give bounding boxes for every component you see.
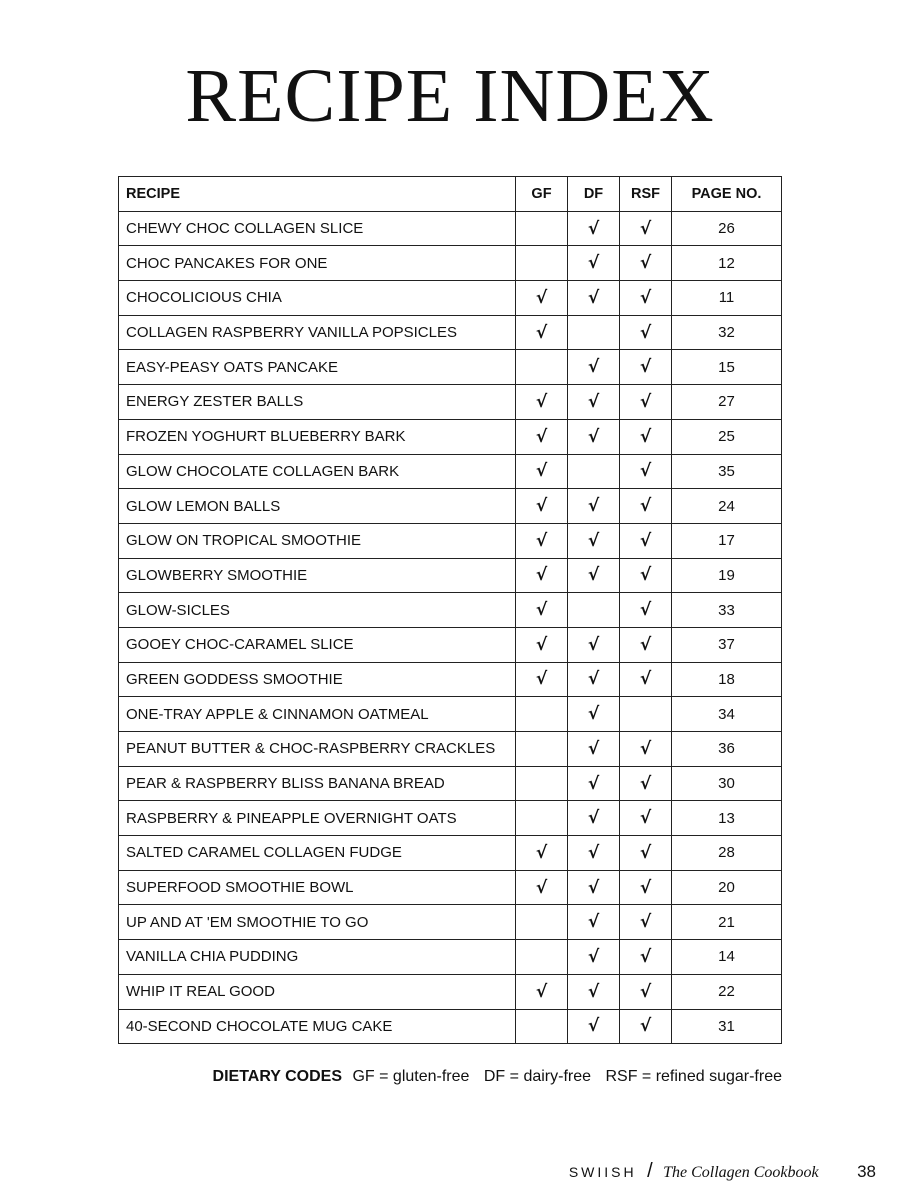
page-number-cell: 12 xyxy=(672,246,782,281)
table-row xyxy=(119,523,782,558)
df-mark: √ xyxy=(568,766,620,801)
df-mark: √ xyxy=(568,281,620,316)
recipe-name: GLOW CHOCOLATE COLLAGEN BARK xyxy=(119,454,516,489)
rsf-mark: √ xyxy=(620,801,672,836)
gf-mark: √ xyxy=(516,489,568,524)
recipe-name: PEANUT BUTTER & CHOC-RASPBERRY CRACKLES xyxy=(119,732,516,767)
df-mark xyxy=(568,593,620,628)
table-row xyxy=(119,419,782,454)
page-number-cell: 22 xyxy=(672,974,782,1009)
recipe-name: GLOW LEMON BALLS xyxy=(119,489,516,524)
gf-mark: √ xyxy=(516,836,568,871)
gf-mark: √ xyxy=(516,523,568,558)
gf-mark: √ xyxy=(516,870,568,905)
gf-mark: √ xyxy=(516,281,568,316)
page-number-cell: 35 xyxy=(672,454,782,489)
rsf-mark: √ xyxy=(620,281,672,316)
table-row xyxy=(119,1009,782,1044)
gf-mark xyxy=(516,766,568,801)
df-mark: √ xyxy=(568,246,620,281)
gf-mark xyxy=(516,940,568,975)
rsf-mark: √ xyxy=(620,350,672,385)
table-row xyxy=(119,246,782,281)
df-mark: √ xyxy=(568,385,620,420)
rsf-mark: √ xyxy=(620,940,672,975)
page-number-cell: 17 xyxy=(672,523,782,558)
page-number-cell: 18 xyxy=(672,662,782,697)
table-row xyxy=(119,211,782,246)
rsf-mark: √ xyxy=(620,558,672,593)
table-row xyxy=(119,801,782,836)
page-number-cell: 15 xyxy=(672,350,782,385)
page-number-cell: 25 xyxy=(672,419,782,454)
gf-mark xyxy=(516,1009,568,1044)
page-number-cell: 19 xyxy=(672,558,782,593)
gf-mark: √ xyxy=(516,385,568,420)
header-df: DF xyxy=(568,177,620,212)
recipe-name: FROZEN YOGHURT BLUEBERRY BARK xyxy=(119,419,516,454)
page-number-cell: 24 xyxy=(672,489,782,524)
recipe-name: GLOW-SICLES xyxy=(119,593,516,628)
gf-mark: √ xyxy=(516,974,568,1009)
df-mark: √ xyxy=(568,558,620,593)
table-row xyxy=(119,627,782,662)
recipe-name: COLLAGEN RASPBERRY VANILLA POPSICLES xyxy=(119,315,516,350)
recipe-name: PEAR & RASPBERRY BLISS BANANA BREAD xyxy=(119,766,516,801)
page-number-cell: 30 xyxy=(672,766,782,801)
rsf-mark: √ xyxy=(620,523,672,558)
rsf-mark: √ xyxy=(620,419,672,454)
rsf-mark: √ xyxy=(620,836,672,871)
df-mark xyxy=(568,315,620,350)
rsf-mark: √ xyxy=(620,627,672,662)
recipe-name: UP AND AT 'EM SMOOTHIE TO GO xyxy=(119,905,516,940)
table-row xyxy=(119,315,782,350)
gf-mark: √ xyxy=(516,593,568,628)
rsf-mark: √ xyxy=(620,385,672,420)
df-mark xyxy=(568,454,620,489)
gf-mark: √ xyxy=(516,662,568,697)
df-mark: √ xyxy=(568,1009,620,1044)
rsf-mark: √ xyxy=(620,905,672,940)
table-row xyxy=(119,870,782,905)
gf-mark: √ xyxy=(516,315,568,350)
page-title: RECIPE INDEX xyxy=(185,54,715,138)
rsf-mark: √ xyxy=(620,766,672,801)
page-number-cell: 33 xyxy=(672,593,782,628)
page-number-cell: 14 xyxy=(672,940,782,975)
recipe-name: CHOCOLICIOUS CHIA xyxy=(119,281,516,316)
df-mark: √ xyxy=(568,523,620,558)
df-mark: √ xyxy=(568,211,620,246)
recipe-name: GLOWBERRY SMOOTHIE xyxy=(119,558,516,593)
recipe-name: VANILLA CHIA PUDDING xyxy=(119,940,516,975)
gf-mark xyxy=(516,246,568,281)
gf-mark: √ xyxy=(516,627,568,662)
table-row xyxy=(119,489,782,524)
rsf-mark: √ xyxy=(620,662,672,697)
footer-separator: / xyxy=(647,1160,653,1182)
page-number-cell: 11 xyxy=(672,281,782,316)
recipe-name: ENERGY ZESTER BALLS xyxy=(119,385,516,420)
recipe-name: CHOC PANCAKES FOR ONE xyxy=(119,246,516,281)
footer-book-title: The Collagen Cookbook xyxy=(663,1164,819,1181)
gf-mark xyxy=(516,905,568,940)
rsf-mark: √ xyxy=(620,211,672,246)
rsf-mark: √ xyxy=(620,454,672,489)
recipe-index-table xyxy=(118,176,782,1044)
gf-mark xyxy=(516,801,568,836)
df-mark: √ xyxy=(568,627,620,662)
table-row xyxy=(119,836,782,871)
page-number-cell: 36 xyxy=(672,732,782,767)
df-mark: √ xyxy=(568,697,620,732)
page-number-cell: 31 xyxy=(672,1009,782,1044)
table-row xyxy=(119,350,782,385)
table-row xyxy=(119,454,782,489)
table-row xyxy=(119,385,782,420)
gf-mark xyxy=(516,697,568,732)
rsf-mark: √ xyxy=(620,315,672,350)
df-mark: √ xyxy=(568,974,620,1009)
table-row xyxy=(119,697,782,732)
gf-mark xyxy=(516,211,568,246)
table-row xyxy=(119,974,782,1009)
recipe-name: CHEWY CHOC COLLAGEN SLICE xyxy=(119,211,516,246)
rsf-mark xyxy=(620,697,672,732)
page-number: 38 xyxy=(857,1162,876,1181)
header-recipe: RECIPE xyxy=(119,177,516,212)
df-mark: √ xyxy=(568,419,620,454)
page-number-cell: 37 xyxy=(672,627,782,662)
df-mark: √ xyxy=(568,489,620,524)
rsf-mark: √ xyxy=(620,246,672,281)
recipe-name: 40-SECOND CHOCOLATE MUG CAKE xyxy=(119,1009,516,1044)
table-row xyxy=(119,593,782,628)
df-mark: √ xyxy=(568,350,620,385)
dietary-codes-legend xyxy=(0,1068,782,1086)
gf-mark xyxy=(516,350,568,385)
header-page-no: PAGE NO. xyxy=(672,177,782,212)
recipe-name: GLOW ON TROPICAL SMOOTHIE xyxy=(119,523,516,558)
df-mark: √ xyxy=(568,662,620,697)
page-number-cell: 34 xyxy=(672,697,782,732)
table-row xyxy=(119,940,782,975)
recipe-name: RASPBERRY & PINEAPPLE OVERNIGHT OATS xyxy=(119,801,516,836)
legend-code-rsf: RSF = refined sugar-free xyxy=(605,1068,782,1085)
page-number-cell: 26 xyxy=(672,211,782,246)
rsf-mark: √ xyxy=(620,974,672,1009)
rsf-mark: √ xyxy=(620,489,672,524)
recipe-name: SALTED CARAMEL COLLAGEN FUDGE xyxy=(119,836,516,871)
recipe-name: GREEN GODDESS SMOOTHIE xyxy=(119,662,516,697)
legend-code-gf: GF = gluten-free xyxy=(352,1068,470,1085)
df-mark: √ xyxy=(568,836,620,871)
header-gf: GF xyxy=(516,177,568,212)
page-footer xyxy=(569,1160,876,1183)
table-row xyxy=(119,281,782,316)
df-mark: √ xyxy=(568,732,620,767)
page-number-cell: 32 xyxy=(672,315,782,350)
rsf-mark: √ xyxy=(620,593,672,628)
df-mark: √ xyxy=(568,801,620,836)
gf-mark: √ xyxy=(516,558,568,593)
gf-mark: √ xyxy=(516,454,568,489)
rsf-mark: √ xyxy=(620,1009,672,1044)
recipe-name: SUPERFOOD SMOOTHIE BOWL xyxy=(119,870,516,905)
table-header-row xyxy=(119,177,782,212)
gf-mark: √ xyxy=(516,419,568,454)
page-number-cell: 20 xyxy=(672,870,782,905)
gf-mark xyxy=(516,732,568,767)
df-mark: √ xyxy=(568,940,620,975)
page-number-cell: 21 xyxy=(672,905,782,940)
legend-code-df: DF = dairy-free xyxy=(483,1068,592,1085)
table-row xyxy=(119,766,782,801)
rsf-mark: √ xyxy=(620,870,672,905)
df-mark: √ xyxy=(568,870,620,905)
table-row xyxy=(119,558,782,593)
page-number-cell: 27 xyxy=(672,385,782,420)
footer-brand: SWIISH xyxy=(568,1164,637,1180)
rsf-mark: √ xyxy=(620,732,672,767)
page-number-cell: 13 xyxy=(672,801,782,836)
table-row xyxy=(119,662,782,697)
table-row xyxy=(119,905,782,940)
page-number-cell: 28 xyxy=(672,836,782,871)
df-mark: √ xyxy=(568,905,620,940)
recipe-name: GOOEY CHOC-CARAMEL SLICE xyxy=(119,627,516,662)
recipe-name: EASY-PEASY OATS PANCAKE xyxy=(119,350,516,385)
header-rsf: RSF xyxy=(620,177,672,212)
recipe-name: WHIP IT REAL GOOD xyxy=(119,974,516,1009)
table-row xyxy=(119,732,782,767)
legend-label: DIETARY CODES xyxy=(212,1068,343,1085)
recipe-name: ONE-TRAY APPLE & CINNAMON OATMEAL xyxy=(119,697,516,732)
